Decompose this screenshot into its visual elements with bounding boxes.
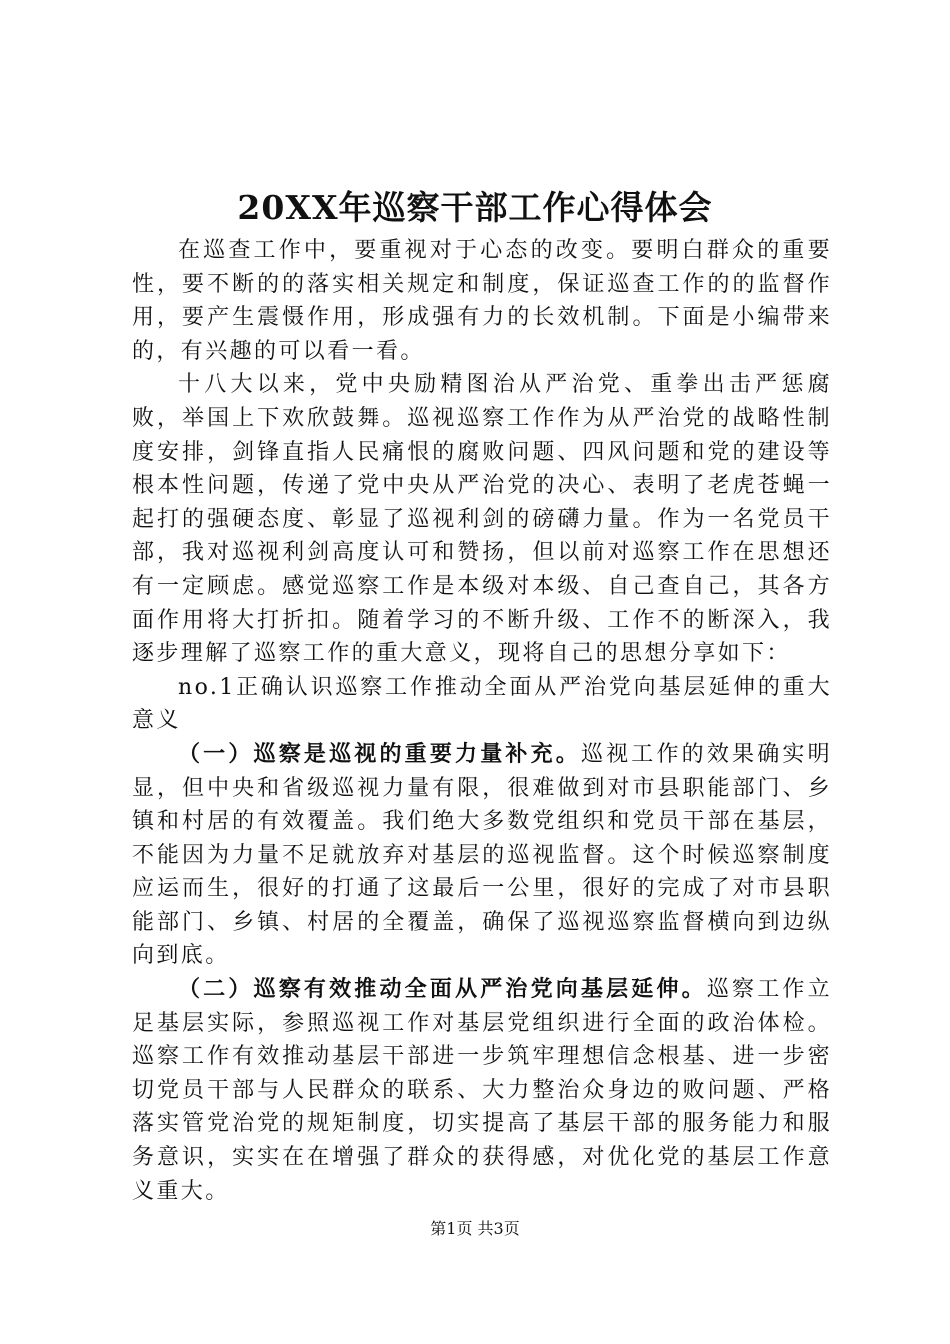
paragraph-point-one — [132, 738, 832, 973]
paragraph-intro — [132, 234, 832, 368]
paragraph-background — [132, 368, 832, 670]
paragraph-bold-heading: （一）巡察是巡视的重要力量补充。 — [178, 740, 581, 767]
paragraph-text: no.1正确认识巡察工作推动全面从严治党向基层延伸的重大意义 — [132, 674, 832, 734]
paragraph-text: 十八大以来，党中央励精图治从严治党、重拳出击严惩腐败，举国上下欢欣鼓舞。巡视巡察工作作为从严治党的战略性制度安排，剑锋直指人民痛恨的腐败问题、四风问题和党的建设等根本性问题，传递了党中央从严治党的决心、表明了老虎苍蝇一起打的强硬态度、彰显了巡视利剑的磅礴力量。作为一名党员干部，我对巡视利剑高度认可和赞扬，但以前对巡察工作在思想还有一定顾虑。感觉巡察工作是本级对本级、自己查自己，其各方面作用将大打折扣。随着学习的不断升级、工作不的断深入，我逐步理解了巡察工作的重大意义，现将自己的思想分享如下： — [132, 372, 832, 667]
paragraph-text: 在巡查工作中，要重视对于心态的改变。要明白群众的重要性，要不断的的落实相关规定和制度，保证巡查工作的的监督作用，要产生震慑作用，形成强有力的长效机制。下面是小编带来的，有兴趣的可以看一看。 — [132, 238, 832, 364]
paragraph-bold-heading: （二）巡察有效推动全面从严治党向基层延伸。 — [178, 976, 707, 1003]
page-footer: 第1页 共3页 — [430, 1219, 520, 1238]
paragraph-section-heading — [132, 671, 832, 738]
document-title: 20XX年巡察干部工作心得体会 — [237, 188, 713, 227]
paragraph-text: 巡视工作的效果确实明显，但中央和省级巡视力量有限，很难做到对市县职能部门、乡镇和村居的有效覆盖。我们绝大多数党组织和党员干部在基层，不能因为力量不足就放弃对基层的巡视监督。这个时候巡察制度应运而生，很好的打通了这最后一公里，很好的完成了对市县职能部门、乡镇、村居的全覆盖，确保了巡视巡察监督横向到边纵向到底。 — [132, 741, 832, 969]
paragraph-text: 巡察工作立足基层实际，参照巡视工作对基层党组织进行全面的政治体检。巡察工作有效推动基层干部进一步筑牢理想信念根基、进一步密切党员干部与人民群众的联系、大力整治众身边的败问题、严格落实管党治党的规矩制度，切实提高了基层干部的服务能力和服务意识，实实在在增强了群众的获得感，对优化党的基层工作意义重大。 — [132, 977, 832, 1204]
document-body — [132, 234, 832, 1208]
paragraph-point-two — [132, 973, 832, 1208]
